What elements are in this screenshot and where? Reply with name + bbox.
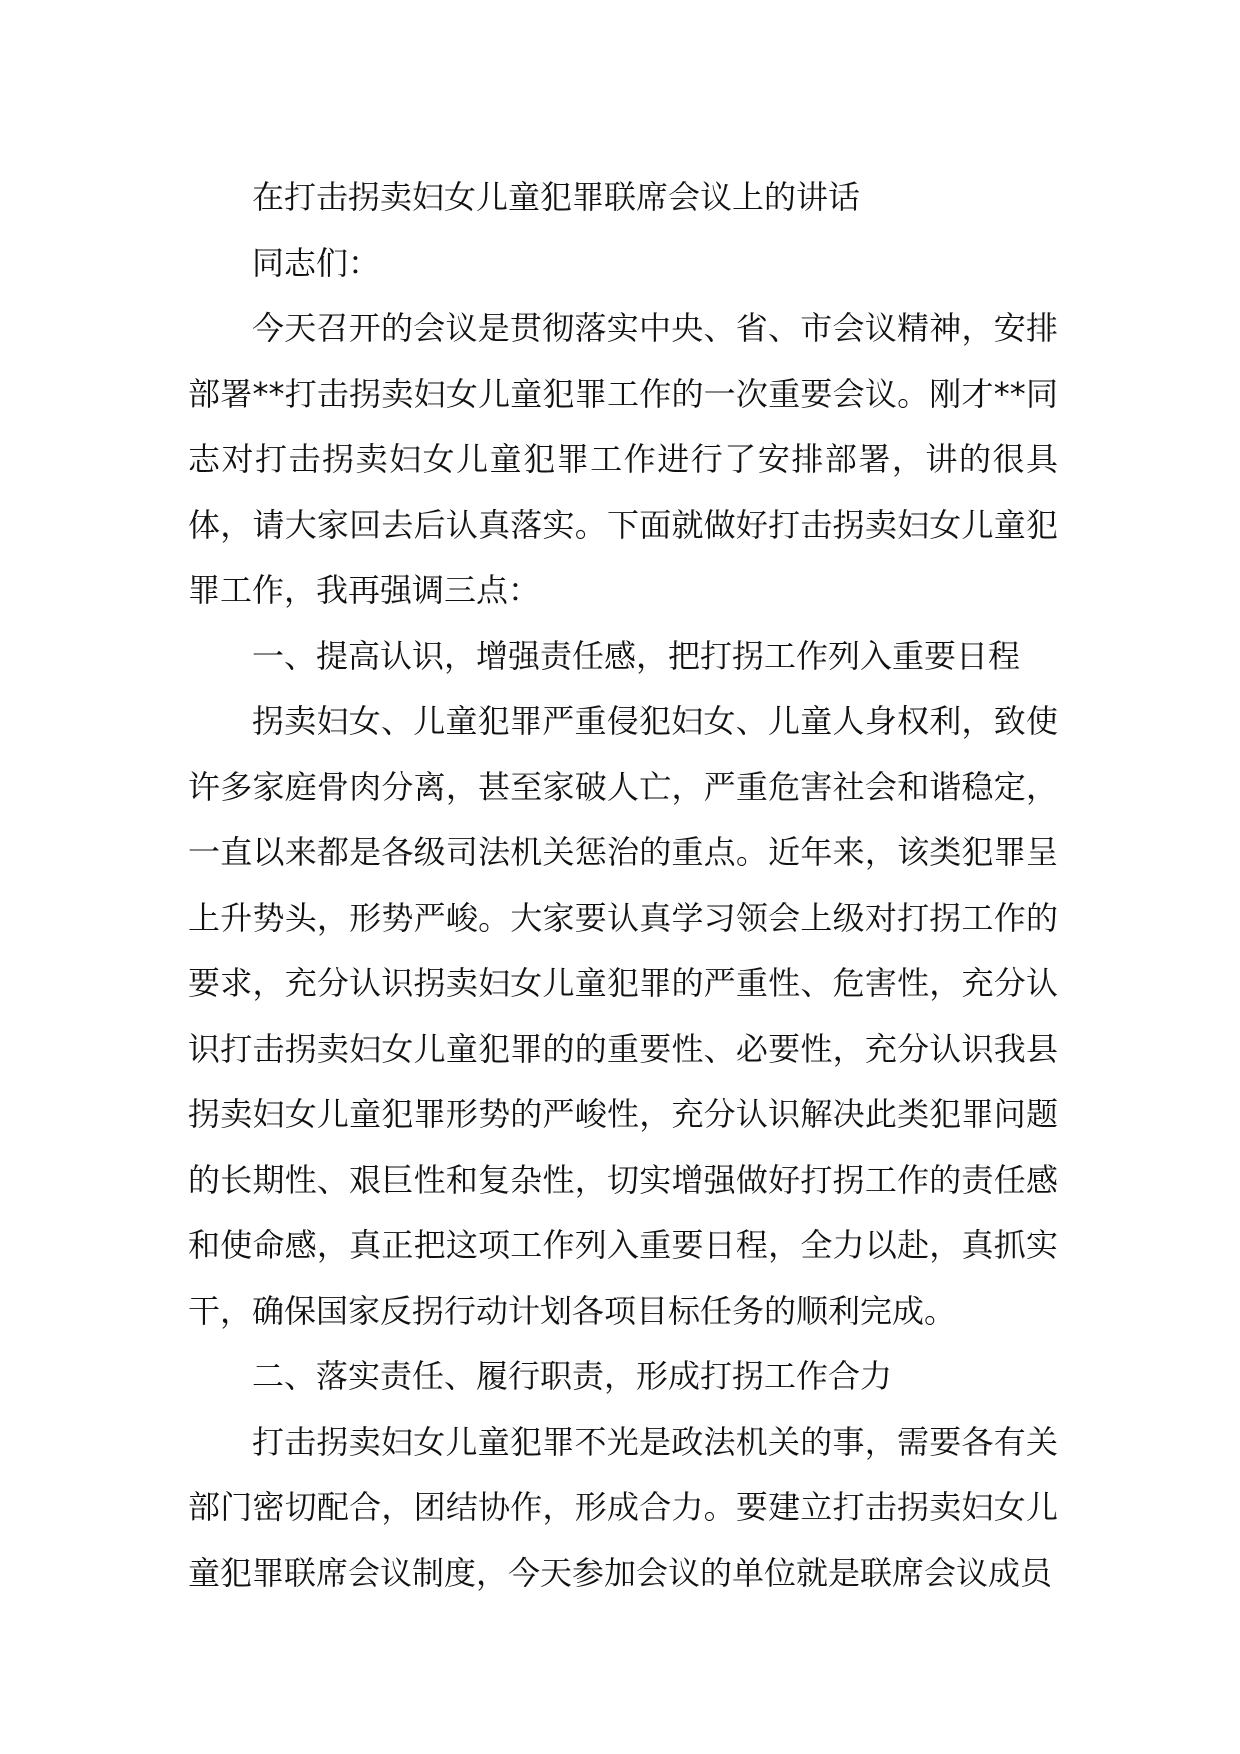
document-title: 在打击拐卖妇女儿童犯罪联席会议上的讲话	[252, 178, 861, 216]
document-body	[188, 165, 1058, 1606]
section-heading-1: 一、提高认识，增强责任感，把打拐工作列入重要日程	[252, 636, 1021, 675]
section-heading-2: 二、落实责任、履行职责，形成打拐工作合力	[252, 1357, 893, 1395]
paragraph-section-1: 拐卖妇女、儿童犯罪严重侵犯妇女、儿童人身权利，致使许多家庭骨肉分离，甚至家破人亡，严重危害社会和谐稳定，一直以来都是各级司法机关惩治的重点。近年来，该类犯罪呈上升势头，形势严峻。大家要认真学习领会上级对打拐工作的要求，充分认识拐卖妇女儿童犯罪的严重性、危害性，充分认识打击拐卖妇女儿童犯罪的的重要性、必要性，充分认识我县拐卖妇女儿童犯罪形势的严峻性，充分认识解决此类犯罪问题的长期性、艰巨性和复杂性，切实增强做好打拐工作的责任感和使命感，真正把这项工作列入重要日程，全力以赴，真抓实干，确保国家反拐行动计划各项目标任务的顺利完成。	[188, 702, 1058, 1330]
paragraph-section-2: 打击拐卖妇女儿童犯罪不光是政法机关的事，需要各有关部门密切配合，团结协作，形成合力。要建立打击拐卖妇女儿童犯罪联席会议制度，今天参加会议的单位就是联席会议成员	[188, 1422, 1058, 1592]
salutation: 同志们：	[252, 243, 381, 282]
paragraph-intro: 今天召开的会议是贯彻落实中央、省、市会议精神，安排部署**打击拐卖妇女儿童犯罪工作的一次重要会议。刚才**同志对打击拐卖妇女儿童犯罪工作进行了安排部署，讲的很具体，请大家回去后认真落实。下面就做好打击拐卖妇女儿童犯罪工作，我再强调三点：	[188, 309, 1058, 609]
